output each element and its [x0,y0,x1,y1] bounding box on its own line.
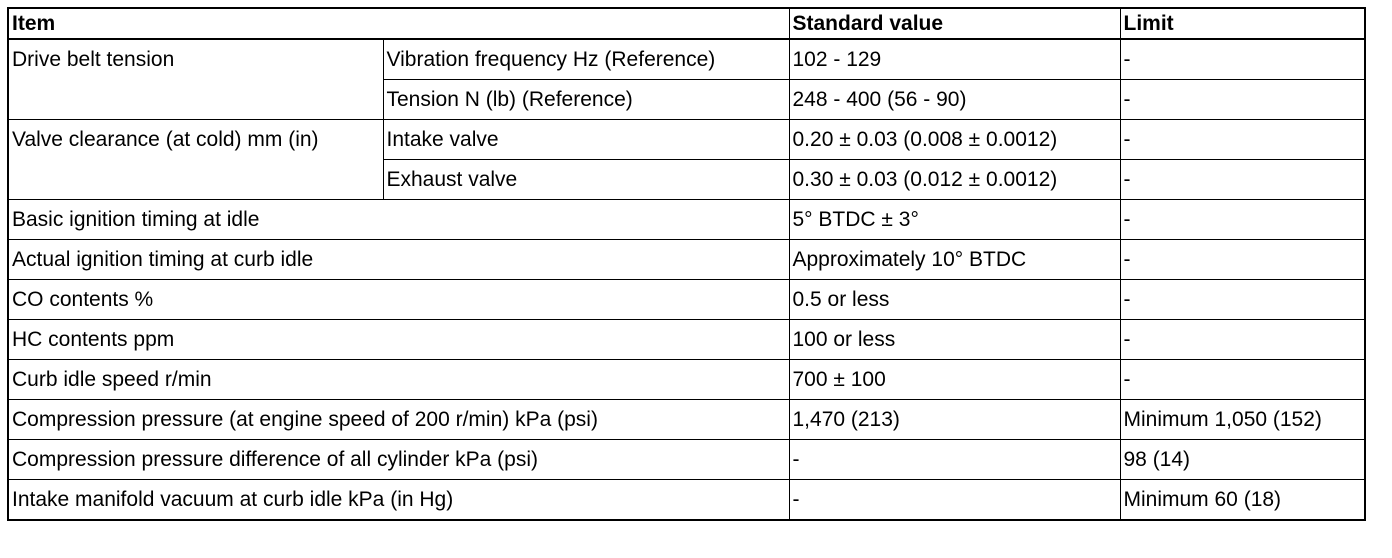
table-row [8,400,1365,440]
item-cell: Valve clearance (at cold) mm (in) [8,120,383,200]
sub-item-cell: Tension N (lb) (Reference) [383,80,789,120]
header-item: Item [8,8,789,39]
item-cell: HC contents ppm [8,320,789,360]
limit-cell: - [1120,240,1365,280]
table-row [8,360,1365,400]
item-cell: Drive belt tension [8,39,383,120]
limit-cell: - [1120,200,1365,240]
standard-value-cell: 5° BTDC ± 3° [789,200,1120,240]
table-row [8,480,1365,521]
table-row [8,320,1365,360]
item-cell: Basic ignition timing at idle [8,200,789,240]
standard-value-cell: 700 ± 100 [789,360,1120,400]
standard-value-cell: - [789,440,1120,480]
table-row [8,240,1365,280]
limit-cell: - [1120,360,1365,400]
limit-cell: 98 (14) [1120,440,1365,480]
standard-value-cell: - [789,480,1120,521]
sub-item-cell: Vibration frequency Hz (Reference) [383,39,789,80]
standard-value-cell: 100 or less [789,320,1120,360]
standard-value-cell: 0.20 ± 0.03 (0.008 ± 0.0012) [789,120,1120,160]
standard-value-cell: 248 - 400 (56 - 90) [789,80,1120,120]
table-row [8,120,1365,160]
standard-value-cell: Approximately 10° BTDC [789,240,1120,280]
table-row [8,200,1365,240]
table-row [8,440,1365,480]
limit-cell: - [1120,39,1365,80]
sub-item-cell: Exhaust valve [383,160,789,200]
standard-value-cell: 0.30 ± 0.03 (0.012 ± 0.0012) [789,160,1120,200]
header-standard-value: Standard value [789,8,1120,39]
limit-cell: - [1120,120,1365,160]
header-limit: Limit [1120,8,1365,39]
limit-cell: - [1120,80,1365,120]
limit-cell: - [1120,320,1365,360]
limit-cell: - [1120,160,1365,200]
standard-value-cell: 102 - 129 [789,39,1120,80]
limit-cell: Minimum 1,050 (152) [1120,400,1365,440]
limit-cell: - [1120,280,1365,320]
specifications-table [7,7,1366,521]
item-cell: CO contents % [8,280,789,320]
standard-value-cell: 1,470 (213) [789,400,1120,440]
item-cell: Curb idle speed r/min [8,360,789,400]
sub-item-cell: Intake valve [383,120,789,160]
item-cell: Actual ignition timing at curb idle [8,240,789,280]
table-row [8,280,1365,320]
table-row [8,39,1365,80]
header-row [8,8,1365,39]
standard-value-cell: 0.5 or less [789,280,1120,320]
item-cell: Compression pressure difference of all cylinder kPa (psi) [8,440,789,480]
limit-cell: Minimum 60 (18) [1120,480,1365,521]
item-cell: Compression pressure (at engine speed of 200 r/min) kPa (psi) [8,400,789,440]
item-cell: Intake manifold vacuum at curb idle kPa (in Hg) [8,480,789,521]
